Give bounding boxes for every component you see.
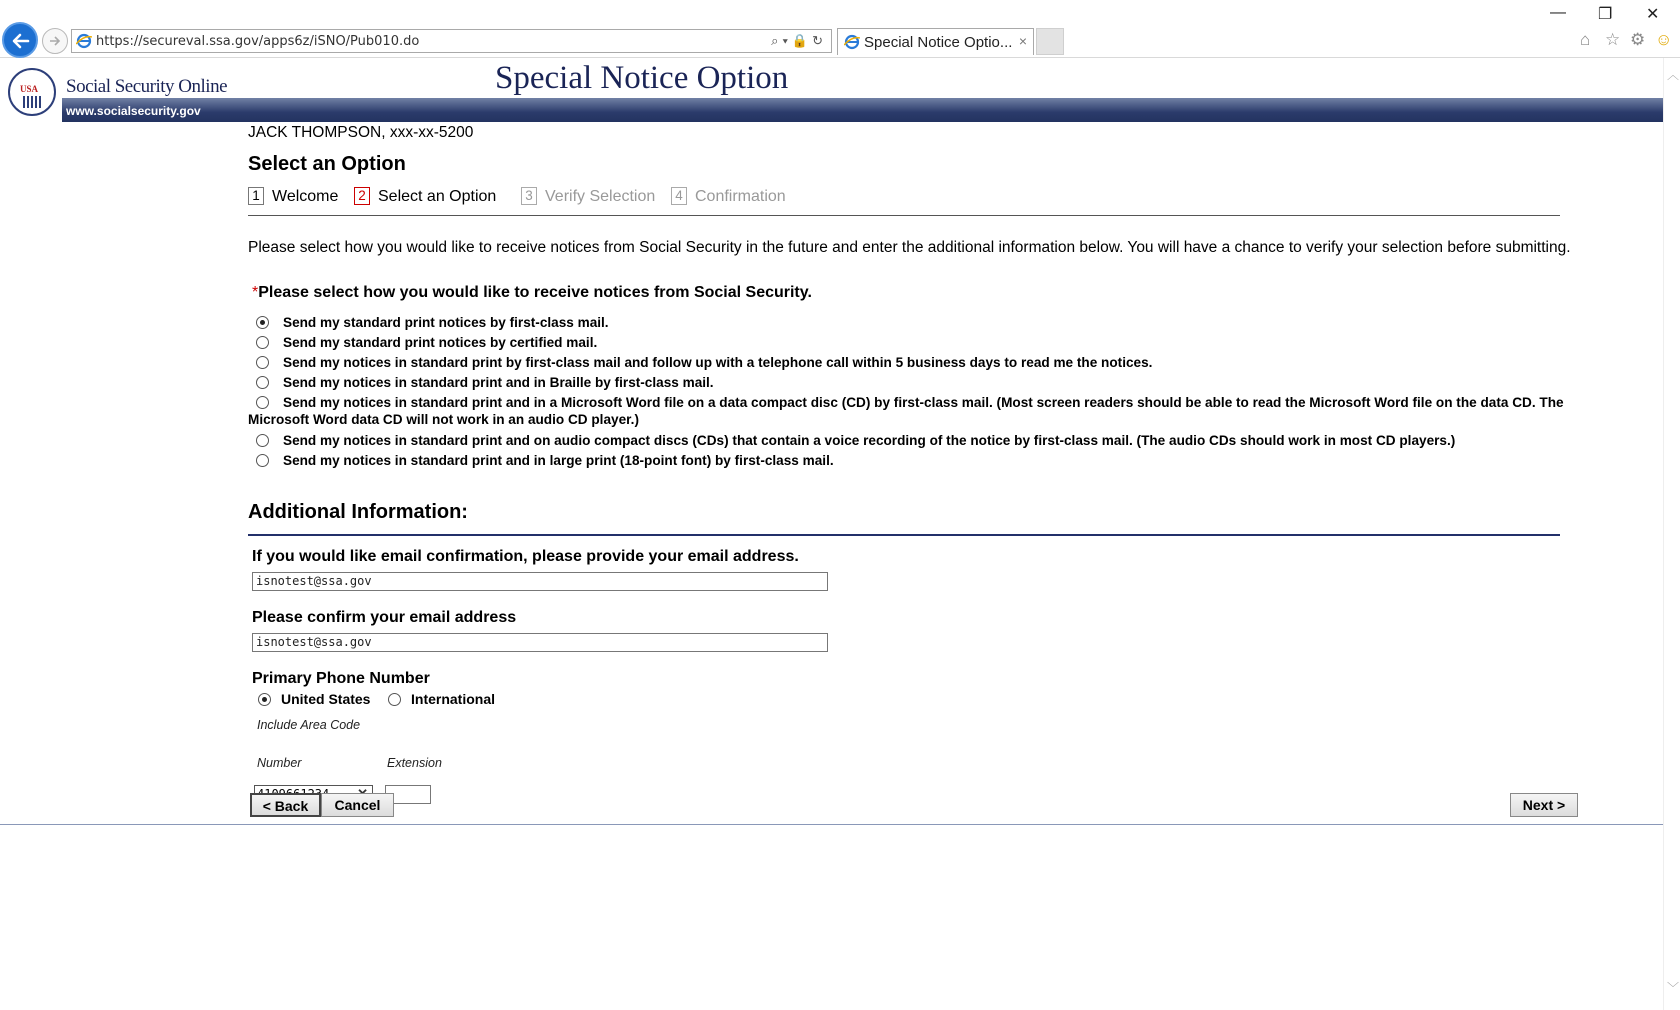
browser-back-button[interactable] <box>2 22 38 58</box>
phone-international-option[interactable]: International <box>380 691 495 707</box>
ie-tab-icon <box>844 34 860 50</box>
close-window-icon[interactable]: ✕ <box>1646 6 1660 23</box>
gear-icon[interactable]: ⚙ <box>1630 30 1646 49</box>
intro-text: Please select how you would like to receive notices from Social Security in the future and enter the additional information below. You will have a chance to verify your selection before submitting. <box>248 239 1571 256</box>
additional-divider <box>248 534 1560 536</box>
ssa-header <box>0 58 1663 124</box>
confirm-email-field[interactable]: isnotest@ssa.gov <box>252 633 828 652</box>
page-content <box>0 58 1663 1010</box>
tab-title: Special Notice Optio... <box>864 34 1013 51</box>
notice-method-question: *Please select how you would like to receive notices from Social Security. <box>252 284 812 301</box>
radio-button[interactable] <box>256 316 269 329</box>
required-mark: * <box>252 284 259 301</box>
browser-chrome <box>0 0 1680 58</box>
site-url[interactable]: www.socialsecurity.gov <box>66 104 201 118</box>
radio-button[interactable] <box>256 356 269 369</box>
option-large-print[interactable]: Send my notices in standard print and in large print (18-point font) by first-class mail. <box>248 452 1568 469</box>
steps-divider <box>248 215 1560 216</box>
scroll-up-icon[interactable]: ︿ <box>1667 68 1680 82</box>
step-confirmation: 4 Confirmation <box>671 187 786 206</box>
section-title: Select an Option <box>248 153 406 175</box>
option-braille[interactable]: Send my notices in standard print and in Braille by first-class mail. <box>248 374 1568 391</box>
step-welcome: 1 Welcome <box>248 187 338 206</box>
scroll-down-icon[interactable]: ﹀ <box>1667 981 1680 995</box>
phone-us-option[interactable]: United States <box>250 691 370 707</box>
option-telephone-followup[interactable]: Send my notices in standard print by first-class mail and follow up with a telephone call within 5 business days to read me the notices. <box>248 354 1568 371</box>
footer-divider <box>0 824 1663 825</box>
option-first-class[interactable]: Send my standard print notices by first-class mail. <box>248 314 1568 331</box>
confirm-email-label: Please confirm your email address <box>252 609 517 626</box>
step-verify-selection: 3 Verify Selection <box>521 187 655 206</box>
arrow-right-icon <box>48 34 62 48</box>
step-select-option: 2 Select an Option <box>354 187 496 206</box>
arrow-left-icon <box>10 30 32 52</box>
minimize-icon[interactable]: — <box>1550 4 1566 21</box>
page-title: Special Notice Option <box>495 60 789 96</box>
option-word-cd[interactable]: Send my notices in standard print and in a Microsoft Word file on a data compact disc (CD) by first-class mail. (Most screen readers should be able to read the Microsoft Word file on the data CD. The Microsoft Word data CD will not work in an audio CD player.) <box>248 395 1564 427</box>
radio-button[interactable] <box>256 336 269 349</box>
email-field[interactable]: isnotest@ssa.gov <box>252 572 828 591</box>
radio-button[interactable] <box>256 376 269 389</box>
extension-caption: Extension <box>387 756 442 770</box>
restore-icon[interactable]: ❐ <box>1598 6 1613 23</box>
next-button[interactable]: Next > <box>1510 793 1578 817</box>
browser-tab-active[interactable] <box>837 28 1034 55</box>
seal-usa-text: USA <box>20 84 39 94</box>
seal-flag-icon <box>23 96 41 108</box>
phone-label: Primary Phone Number <box>252 670 430 687</box>
address-tools-icons[interactable]: ⌕▾🔒↻ <box>771 33 827 48</box>
cancel-button[interactable]: Cancel <box>321 793 394 817</box>
smiley-feedback-icon[interactable]: ☺ <box>1655 30 1673 49</box>
option-audio-cd[interactable]: Send my notices in standard print and on audio compact discs (CDs) that contain a voice recording of the notice by first-class mail. (The audio CDs should work in most CD players.) <box>248 432 1568 449</box>
radio-button[interactable] <box>258 693 271 706</box>
ssa-seal-logo[interactable] <box>8 68 56 116</box>
address-bar[interactable] <box>71 29 832 53</box>
page-scrollbar[interactable] <box>1663 58 1680 1010</box>
additional-info-title: Additional Information: <box>248 501 468 523</box>
header-band <box>62 98 1663 122</box>
site-name[interactable]: Social Security Online <box>66 76 228 97</box>
number-caption: Number <box>257 756 302 770</box>
new-tab-button[interactable] <box>1036 28 1064 55</box>
radio-button[interactable] <box>256 454 269 467</box>
area-code-hint: Include Area Code <box>257 718 361 732</box>
back-button[interactable]: < Back <box>250 793 321 817</box>
address-url: https://secureval.ssa.gov/apps6z/iSNO/Pub010.do <box>96 34 420 49</box>
email-label: If you would like email confirmation, please provide your email address. <box>252 548 799 565</box>
favorites-star-icon[interactable]: ☆ <box>1605 30 1621 49</box>
home-icon[interactable]: ⌂ <box>1580 30 1591 49</box>
browser-forward-button[interactable] <box>42 28 68 54</box>
option-certified[interactable]: Send my standard print notices by certified mail. <box>248 334 1568 351</box>
radio-button[interactable] <box>256 396 269 409</box>
user-identity: JACK THOMPSON, xxx-xx-5200 <box>248 124 474 141</box>
ie-page-icon <box>76 33 92 49</box>
tab-close-icon[interactable]: × <box>1018 33 1027 49</box>
radio-button[interactable] <box>388 693 401 706</box>
radio-button[interactable] <box>256 434 269 447</box>
